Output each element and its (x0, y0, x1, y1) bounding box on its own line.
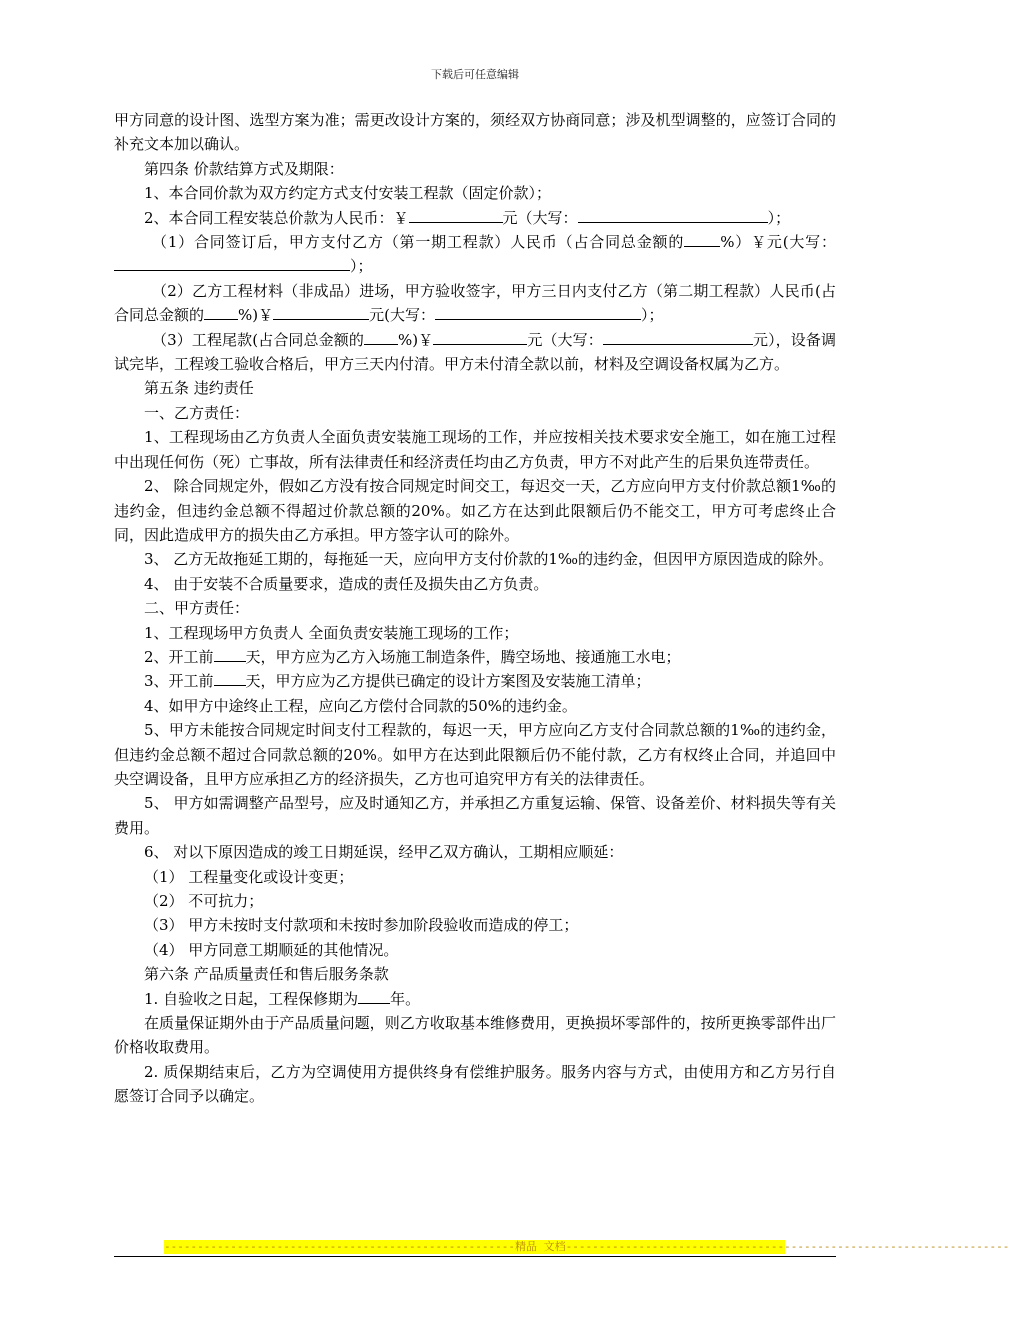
fill-blank[interactable] (603, 328, 753, 345)
text-segment: %)￥ (397, 330, 434, 349)
paragraph: 在质量保证期外由于产品质量问题，则乙方收取基本维修费用，更换损坏零部件的，按所更换零部件出厂价格收取费用。 (114, 1014, 836, 1057)
text-segment: %）￥ (720, 233, 767, 252)
text-segment: 元(大写： (766, 233, 836, 252)
list-item: （3） 甲方未按时支付款项和未按时参加阶段验收而造成的停工； (144, 916, 579, 935)
text-segment: 2、本合同工程安装总价款为人民币：￥ (144, 208, 409, 227)
footer-banner: -----------------------------------------------------精品 文档------------------------------------------------------------------- (164, 1240, 1009, 1253)
text-segment: 2、开工前 (144, 647, 214, 666)
paragraph: 1、工程现场甲方负责人 全面负责安装施工现场的工作； (144, 623, 519, 642)
paragraph: 一、乙方责任： (144, 403, 250, 422)
fill-blank[interactable] (358, 987, 390, 1004)
page-header: 下载后可任意编辑 (431, 68, 519, 81)
text-segment: 元），设备调试完毕，工程竣工验收合格后，甲方三天内付清。甲方未付清全款以前，材料及空调设备权属为乙方。 (114, 330, 836, 374)
paragraph (114, 987, 836, 1011)
section-heading: 第五条 违约责任 (144, 379, 254, 398)
fill-blank[interactable] (409, 206, 503, 223)
text-segment: 元(大写： (369, 306, 435, 325)
list-item: （2） 不可抗力； (144, 892, 264, 910)
section-heading: 第四条 价款结算方式及期限： (144, 159, 344, 178)
footer-divider (114, 1256, 836, 1257)
document-body (114, 108, 836, 1109)
text-segment: ）； (767, 208, 791, 227)
paragraph: 1、本合同价款为双方约定方式支付安装工程款（固定价款）； (144, 184, 552, 203)
paragraph (114, 328, 836, 377)
list-item: （1） 工程量变化或设计变更； (144, 867, 354, 886)
text-segment: 3、开工前 (144, 672, 214, 691)
fill-blank[interactable] (214, 669, 246, 686)
fill-blank[interactable] (684, 230, 720, 247)
paragraph (114, 230, 836, 279)
paragraph: 6、 对以下原因造成的竣工日期延误，经甲乙双方确认，工期相应顺延： (144, 843, 624, 862)
text-segment: %)￥ (238, 306, 274, 325)
fill-blank[interactable] (214, 645, 246, 662)
fill-blank[interactable] (578, 206, 768, 223)
text-segment: （2）乙方工程材料（非成品）进场，甲方验收签字，甲方三日内支付乙方（第二期工程款）人民币(占合同总金额的 (114, 281, 836, 325)
paragraph: 4、如甲方中途终止工程，应向乙方偿付合同款的50%的违约金。 (144, 696, 577, 715)
paragraph: 二、甲方责任： (144, 599, 250, 618)
text-segment: 天，甲方应为乙方提供已确定的设计方案图及安装施工清单； (245, 672, 651, 691)
paragraph: 2、 除合同规定外，假如乙方没有按合同规定时间交工，每迟交一天，乙方应向甲方支付价款总额1‰的违约金，但违约金总额不得超过价款总额的20%。如乙方在达到此限额后仍不能交工，甲方可考虑终止合同，因此造成甲方的损失由乙方承担。甲方签字认可的除外。 (114, 477, 836, 544)
paragraph: 甲方同意的设计图、选型方案为准；需更改设计方案的，须经双方协商同意；涉及机型调整的，应签订合同的补充文本加以确认。 (114, 111, 836, 154)
section-heading: 第六条 产品质量责任和售后服务条款 (144, 965, 389, 984)
text-segment: 元（大写： (502, 208, 578, 227)
paragraph: 1、工程现场由乙方负责人全面负责安装施工现场的工作，并应按相关技术要求安全施工，如在施工过程中出现任何伤（死）亡事故，所有法律责任和经济责任均由乙方负责，甲方不对此产生的后果负连带责任。 (114, 428, 836, 471)
text-segment: ）； (350, 257, 373, 276)
text-segment: 天，甲方应为乙方入场施工制造条件，腾空场地、接通施工水电； (245, 647, 681, 666)
text-segment: 1. 自验收之日起，工程保修期为 (144, 989, 359, 1008)
fill-blank[interactable] (204, 303, 238, 320)
fill-blank[interactable] (433, 328, 527, 345)
fill-blank[interactable] (364, 328, 398, 345)
text-segment: （3）工程尾款(占合同总金额的 (152, 330, 364, 349)
paragraph (114, 669, 836, 693)
text-segment: 年。 (390, 989, 421, 1008)
paragraph: 2. 质保期结束后，乙方为空调使用方提供终身有偿维护服务。服务内容与方式，由使用方和乙方另行自愿签订合同予以确定。 (114, 1062, 836, 1106)
paragraph (114, 645, 836, 669)
paragraph: 5、甲方未能按合同规定时间支付工程款的，每迟一天，甲方应向乙方支付合同款总额的1‰的违约金，但违约金总额不超过合同款总额的20%。如甲方在达到此限额后仍不能付款，乙方有权终止合同，并追回中央空调设备，且甲方应承担乙方的经济损失，乙方也可追究甲方有关的法律责任。 (114, 721, 836, 788)
fill-blank[interactable] (114, 254, 350, 271)
paragraph (114, 206, 836, 230)
text-segment: ）； (640, 306, 664, 325)
fill-blank[interactable] (435, 303, 641, 320)
text-segment: 元（大写： (527, 330, 603, 349)
paragraph: 5、 甲方如需调整产品型号，应及时通知乙方，并承担乙方重复运输、保管、设备差价、材料损失等有关费用。 (114, 794, 836, 837)
fill-blank[interactable] (273, 303, 369, 320)
list-item: （4） 甲方同意工期顺延的其他情况。 (144, 940, 399, 959)
text-segment: （1）合同签订后，甲方支付乙方（第一期工程款）人民币（占合同总金额的 (152, 233, 685, 252)
paragraph (114, 279, 836, 328)
paragraph: 4、 由于安装不合质量要求，造成的责任及损失由乙方负责。 (144, 574, 549, 593)
paragraph: 3、 乙方无故拖延工期的，每拖延一天，应向甲方支付价款的1‰的违约金，但因甲方原因造成的除外。 (144, 550, 833, 569)
